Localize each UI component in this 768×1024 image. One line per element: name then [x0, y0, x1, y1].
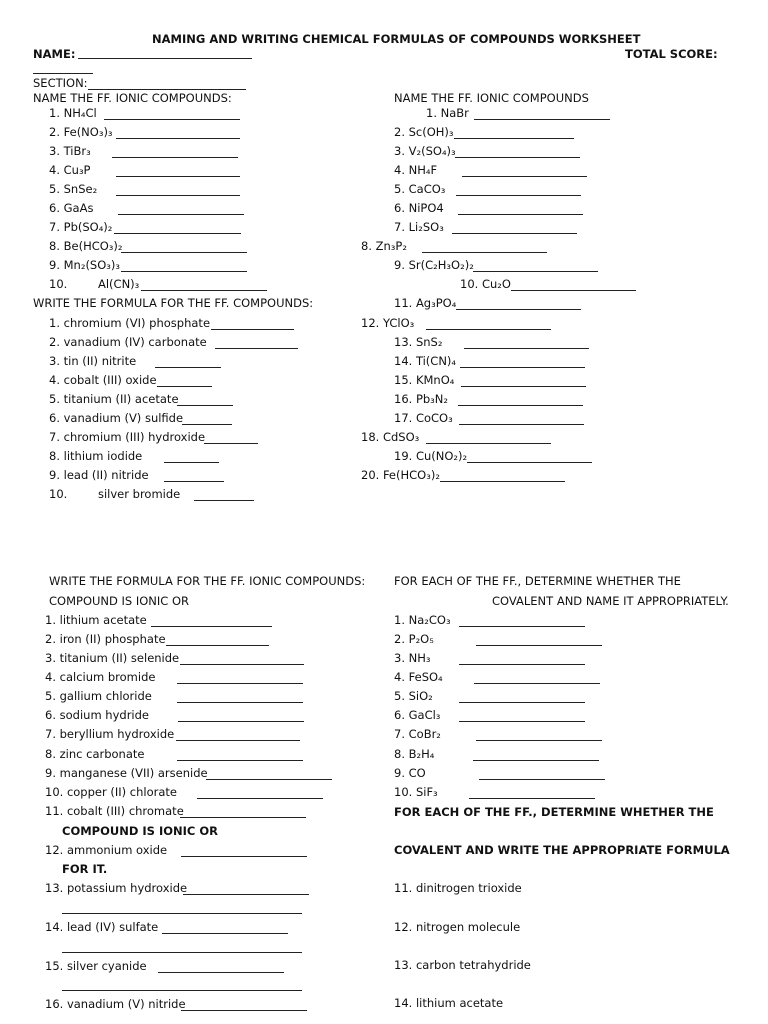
answer-blank[interactable] [474, 119, 610, 120]
part1-item: 2. Fe(NO₃)₃ [49, 125, 113, 139]
answer-blank[interactable] [422, 252, 547, 253]
part3-item: silver bromide [98, 487, 181, 501]
answer-blank[interactable] [474, 683, 600, 684]
answer-blank[interactable] [157, 386, 212, 387]
answer-blank[interactable] [177, 683, 303, 684]
part2-item: 5. CaCO₃ [394, 182, 446, 196]
part5-item: 11. dinitrogen trioxide [394, 881, 522, 895]
part1-item: 4. Cu₃P [49, 163, 91, 177]
part2-item: 2. Sc(OH)₃ [394, 125, 454, 139]
answer-blank[interactable] [194, 500, 254, 501]
part2-item: 7. Li₂SO₃ [394, 220, 444, 234]
answer-blank[interactable] [459, 424, 584, 425]
part2-item: 6. NiPO4 [394, 201, 444, 215]
part5-item: 4. FeSO₄ [394, 670, 443, 684]
answer-blank[interactable] [476, 645, 602, 646]
section-blank[interactable] [88, 89, 246, 90]
part4-interjection: COMPOUND IS IONIC OR [62, 824, 218, 838]
answer-blank[interactable] [476, 740, 602, 741]
part3-item: 4. cobalt (III) oxide [49, 373, 157, 387]
part4-interjection: FOR IT. [62, 862, 108, 876]
total-score-label: TOTAL SCORE: [625, 47, 718, 61]
answer-blank[interactable] [180, 817, 306, 818]
answer-blank[interactable] [177, 760, 303, 761]
part1-item-number: 10. [49, 277, 68, 291]
part5-item: 7. CoBr₂ [394, 727, 441, 741]
part4-item: 1. lithium acetate [45, 613, 147, 627]
part2-item: 18. CdSO₃ [361, 430, 420, 444]
part5-item: 6. GaCl₃ [394, 708, 441, 722]
answer-blank[interactable] [426, 443, 551, 444]
part4-item: 3. titanium (II) selenide [45, 651, 180, 665]
name-blank-continued[interactable] [33, 73, 93, 74]
part2-item: 3. V₂(SO₄)₃ [394, 144, 456, 158]
answer-blank[interactable] [178, 721, 304, 722]
answer-blank[interactable] [458, 214, 583, 215]
part3-item: 8. lithium iodide [49, 449, 143, 463]
part4-item: 14. lead (IV) sulfate [45, 920, 159, 934]
part4-item: 8. zinc carbonate [45, 747, 145, 761]
answer-blank[interactable] [177, 405, 233, 406]
part5-item: 2. P₂O₅ [394, 632, 434, 646]
part2-item: 16. Pb₃N₂ [394, 392, 449, 406]
part2-item: 17. CoCO₃ [394, 411, 453, 425]
answer-blank[interactable] [440, 481, 565, 482]
part4-item: 4. calcium bromide [45, 670, 156, 684]
answer-blank[interactable] [164, 462, 219, 463]
part3-item: 7. chromium (III) hydroxide [49, 430, 206, 444]
answer-blank[interactable] [204, 443, 258, 444]
part4-item: 2. iron (II) phosphate [45, 632, 166, 646]
part1-heading: NAME THE FF. IONIC COMPOUNDS: [33, 91, 232, 105]
part1-item: 9. Mn₂(SO₃)₃ [49, 258, 120, 272]
part4-heading-line2: COMPOUND IS IONIC OR [49, 594, 190, 608]
part3-item: 3. tin (II) nitrite [49, 354, 137, 368]
part4-item: 12. ammonium oxide [45, 843, 168, 857]
answer-blank[interactable] [473, 760, 599, 761]
part2-item: 20. Fe(HCO₃)₂ [361, 468, 440, 482]
answer-blank[interactable] [467, 462, 592, 463]
answer-blank-extended[interactable] [62, 990, 302, 991]
answer-blank-extended[interactable] [62, 952, 302, 953]
answer-blank[interactable] [118, 214, 244, 215]
answer-blank[interactable] [460, 367, 585, 368]
answer-blank[interactable] [114, 233, 241, 234]
part1-item: 1. NH₄Cl [49, 106, 97, 120]
part5-item: 12. nitrogen molecule [394, 920, 521, 934]
part1-item: 3. TiBr₃ [49, 144, 91, 158]
answer-blank[interactable] [158, 972, 284, 973]
part4-item: 9. manganese (VII) arsenide [45, 766, 208, 780]
part4-item: 13. potassium hydroxide [45, 881, 188, 895]
answer-blank[interactable] [197, 798, 323, 799]
answer-blank[interactable] [141, 290, 267, 291]
answer-blank[interactable] [104, 119, 240, 120]
part2-item: 15. KMnO₄ [394, 373, 455, 387]
part2-item: 13. SnS₂ [394, 335, 443, 349]
answer-blank[interactable] [164, 481, 224, 482]
answer-blank[interactable] [464, 348, 589, 349]
part3-item: 6. vanadium (V) sulfide [49, 411, 184, 425]
part2-item: 14. Ti(CN)₄ [394, 354, 457, 368]
section-label: SECTION: [33, 76, 88, 90]
answer-blank[interactable] [166, 645, 269, 646]
answer-blank[interactable] [116, 176, 240, 177]
answer-blank[interactable] [452, 233, 577, 234]
part2-heading: NAME THE FF. IONIC COMPOUNDS [394, 91, 589, 105]
answer-blank[interactable] [473, 271, 598, 272]
answer-blank[interactable] [121, 271, 247, 272]
answer-blank[interactable] [459, 626, 585, 627]
answer-blank[interactable] [181, 1010, 307, 1011]
part2-item: 9. Sr(C₂H₃O₂)₂ [394, 258, 474, 272]
answer-blank[interactable] [182, 424, 232, 425]
part5-item: 5. SiO₂ [394, 689, 433, 703]
part5-item: 13. carbon tetrahydride [394, 958, 531, 972]
part5-item: 10. SiF₃ [394, 785, 438, 799]
answer-blank[interactable] [426, 329, 551, 330]
answer-blank[interactable] [461, 386, 586, 387]
part1-item: 6. GaAs [49, 201, 94, 215]
part3-item-number: 10. [49, 487, 68, 501]
answer-blank[interactable] [206, 779, 332, 780]
part5-heading-2-line2: COVALENT AND WRITE THE APPROPRIATE FORMULA [394, 843, 730, 857]
part4-item: 5. gallium chloride [45, 689, 152, 703]
part5-item: 9. CO [394, 766, 426, 780]
part2-item: 8. Zn₃P₂ [361, 239, 407, 253]
part4-item: 6. sodium hydride [45, 708, 149, 722]
part5-item: 1. Na₂CO₃ [394, 613, 451, 627]
answer-blank-extended[interactable] [62, 913, 302, 914]
part4-heading: WRITE THE FORMULA FOR THE FF. IONIC COMPOUNDS: [49, 574, 366, 588]
part4-item: 7. beryllium hydroxide [45, 727, 175, 741]
answer-blank[interactable] [479, 779, 605, 780]
part4-item: 15. silver cyanide [45, 959, 147, 973]
part2-item: 11. Ag₃PO₄ [394, 296, 457, 310]
answer-blank[interactable] [155, 367, 221, 368]
answer-blank[interactable] [181, 856, 307, 857]
name-label: NAME: [33, 47, 76, 61]
answer-blank[interactable] [116, 138, 240, 139]
answer-blank[interactable] [215, 348, 298, 349]
part5-heading: FOR EACH OF THE FF., DETERMINE WHETHER THE [394, 574, 681, 588]
part3-item: 2. vanadium (IV) carbonate [49, 335, 207, 349]
answer-blank[interactable] [121, 252, 247, 253]
answer-blank[interactable] [458, 405, 583, 406]
answer-blank[interactable] [180, 664, 304, 665]
answer-blank[interactable] [116, 195, 240, 196]
part5-item: 8. B₂H₄ [394, 747, 435, 761]
part3-heading: WRITE THE FORMULA FOR THE FF. COMPOUNDS: [33, 296, 314, 310]
name-blank[interactable] [78, 58, 252, 59]
part3-item: 9. lead (II) nitride [49, 468, 149, 482]
answer-blank[interactable] [456, 309, 581, 310]
part2-item: 1. NaBr [426, 106, 469, 120]
part4-item: 11. cobalt (III) chromate [45, 804, 184, 818]
part1-item: 7. Pb(SO₄)₂ [49, 220, 113, 234]
answer-blank[interactable] [151, 626, 272, 627]
answer-blank[interactable] [511, 290, 636, 291]
part2-item: 10. Cu₂O [460, 277, 511, 291]
page-title: NAMING AND WRITING CHEMICAL FORMULAS OF COMPOUNDS WORKSHEET [152, 32, 641, 46]
answer-blank[interactable] [177, 702, 303, 703]
answer-blank[interactable] [455, 157, 580, 158]
part5-heading-line2: COVALENT AND NAME IT APPROPRIATELY. [492, 594, 729, 608]
part5-item: 3. NH₃ [394, 651, 431, 665]
part2-item: 12. YClO₃ [361, 316, 415, 330]
answer-blank[interactable] [456, 195, 581, 196]
part3-item: 1. chromium (VI) phosphate [49, 316, 211, 330]
part2-item: 4. NH₄F [394, 163, 438, 177]
part4-item: 10. copper (II) chlorate [45, 785, 177, 799]
answer-blank[interactable] [112, 157, 238, 158]
answer-blank[interactable] [469, 798, 595, 799]
answer-blank[interactable] [454, 138, 574, 139]
part1-item: 5. SnSe₂ [49, 182, 98, 196]
part3-item: 5. titanium (II) acetate [49, 392, 179, 406]
part4-item: 16. vanadium (V) nitride [45, 997, 186, 1011]
answer-blank[interactable] [459, 664, 585, 665]
part1-item: 8. Be(HCO₃)₂ [49, 239, 123, 253]
answer-blank[interactable] [462, 176, 587, 177]
answer-blank[interactable] [183, 894, 309, 895]
part5-item: 14. lithium acetate [394, 996, 504, 1010]
answer-blank[interactable] [176, 740, 300, 741]
part5-heading-2: FOR EACH OF THE FF., DETERMINE WHETHER THE [394, 805, 714, 819]
part1-item: Al(CN)₃ [98, 277, 140, 291]
answer-blank[interactable] [459, 702, 585, 703]
answer-blank[interactable] [459, 721, 585, 722]
answer-blank[interactable] [211, 329, 294, 330]
answer-blank[interactable] [162, 933, 288, 934]
part2-item: 19. Cu(NO₂)₂ [394, 449, 468, 463]
